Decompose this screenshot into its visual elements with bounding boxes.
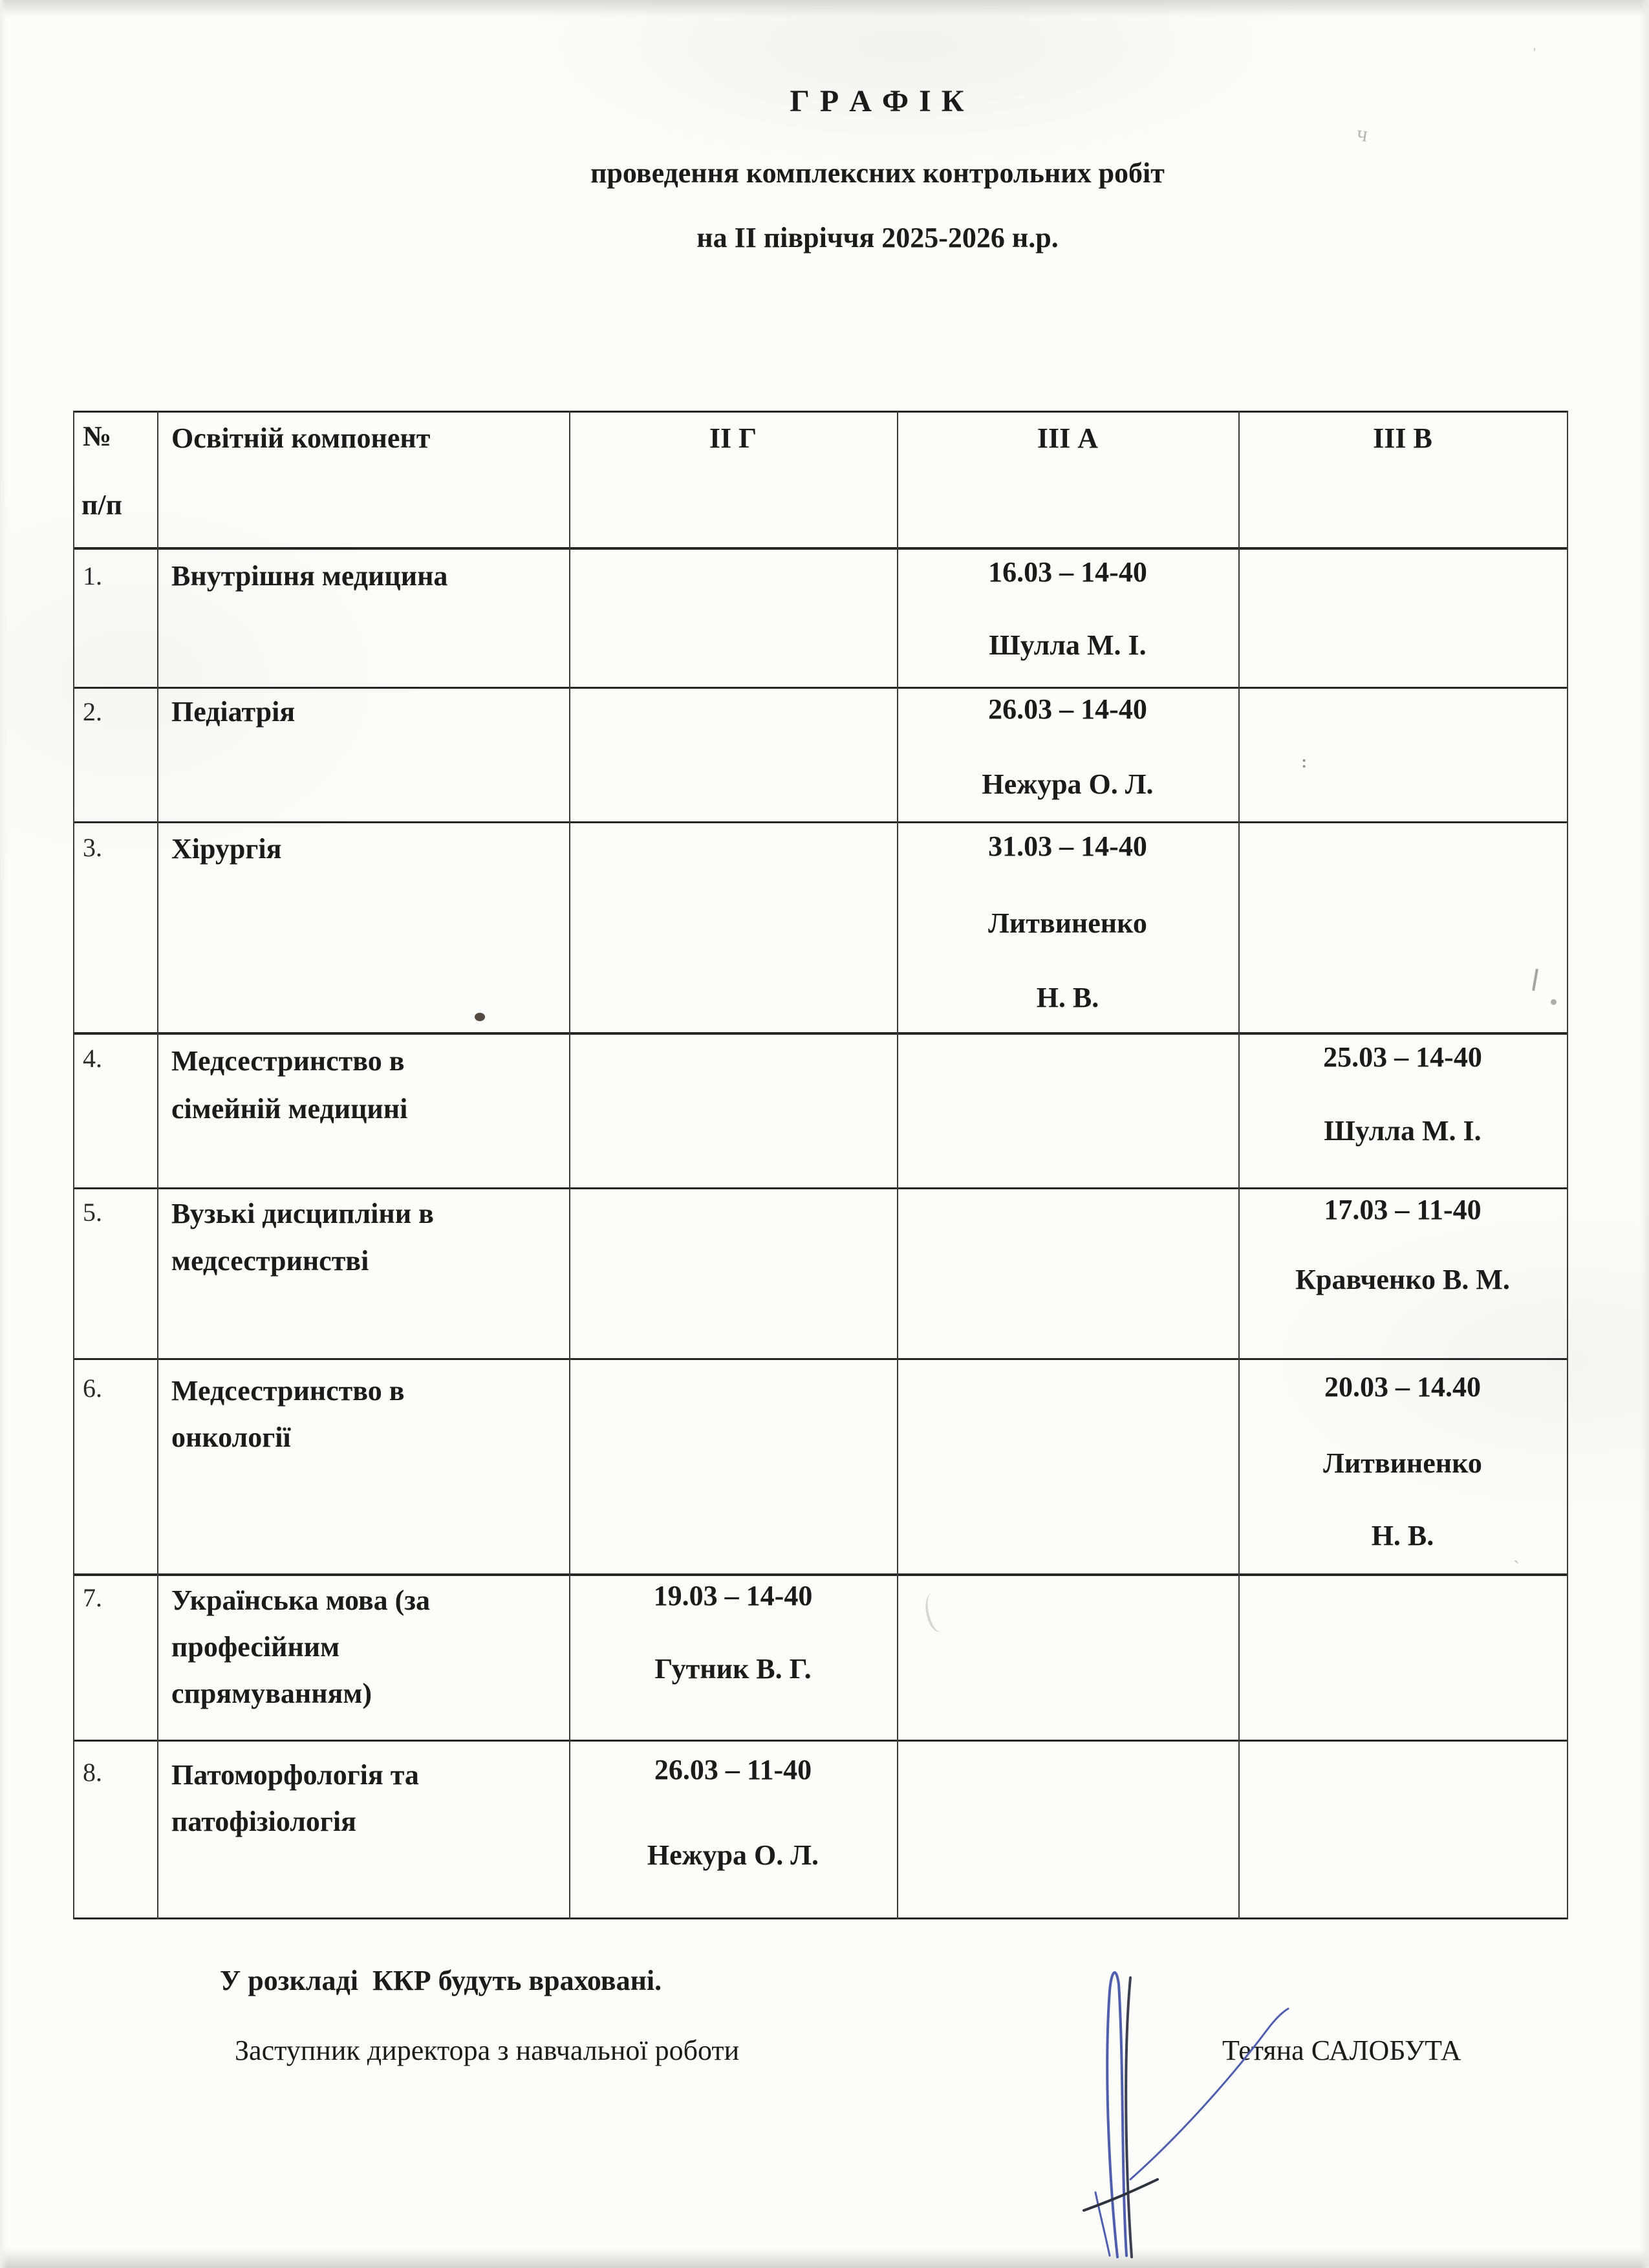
row-subject: Внутрішня медицина xyxy=(171,560,448,592)
row-subject: Медсестринство в xyxy=(171,1045,405,1077)
scan-speck xyxy=(1532,969,1538,991)
row-number: 6. xyxy=(83,1374,102,1403)
footer-position: Заступник директора з навчальної роботи xyxy=(235,2035,740,2066)
scan-speck xyxy=(475,1013,485,1021)
scan-speck: ꞉ xyxy=(1301,751,1308,775)
row-subject: Вузькі дисципліни в xyxy=(171,1198,434,1229)
table-border xyxy=(73,1917,1568,1919)
row-teacher: Нежура О. Л. xyxy=(647,1839,819,1871)
row-teacher: Литвиненко xyxy=(1323,1447,1482,1479)
row-number: 2. xyxy=(83,697,102,726)
scan-speck: ˏ xyxy=(1513,1542,1520,1564)
table-border xyxy=(157,411,158,1919)
table-border xyxy=(73,411,1568,413)
row-date: 17.03 – 11-40 xyxy=(1324,1194,1482,1226)
row-subject: спрямуванням) xyxy=(171,1678,372,1709)
row-date: 26.03 – 14-40 xyxy=(988,693,1147,725)
row-teacher: Шулла М. І. xyxy=(1324,1115,1482,1147)
row-number: 3. xyxy=(83,833,102,862)
row-subject: патофізіологія xyxy=(171,1806,356,1837)
row-subject: сімейній медицині xyxy=(171,1093,408,1125)
row-number: 8. xyxy=(83,1758,102,1787)
footer-note: У розкладі ККР будуть враховані. xyxy=(220,1965,662,1996)
row-teacher: Нежура О. Л. xyxy=(982,768,1154,800)
table-border xyxy=(73,411,74,1919)
row-number: 1. xyxy=(83,561,102,590)
row-date: 20.03 – 14.40 xyxy=(1324,1371,1481,1403)
header-group-iiia: III А xyxy=(1037,422,1099,454)
footer-signer-name: Тетяна САЛОБУТА xyxy=(1222,2035,1461,2066)
row-subject: Педіатрія xyxy=(171,696,296,728)
row-subject: Медсестринство в xyxy=(171,1375,405,1407)
table-border xyxy=(73,547,1568,550)
table-border xyxy=(73,1358,1568,1360)
row-teacher: Кравченко В. М. xyxy=(1295,1264,1510,1295)
header-num: № xyxy=(83,420,112,452)
document-period: на II півріччя 2025-2026 н.р. xyxy=(696,222,1059,254)
table-border xyxy=(1567,411,1568,1919)
scan-speck: ч xyxy=(1355,121,1370,147)
scan-edge-bottom xyxy=(0,2249,1649,2268)
document-title: Г Р А Ф І К xyxy=(790,84,965,118)
row-subject: медсестринстві xyxy=(171,1245,369,1277)
table-border xyxy=(73,1573,1568,1576)
table-border xyxy=(73,1187,1568,1189)
scan-edge-left xyxy=(0,0,6,2268)
table-border xyxy=(73,687,1568,689)
row-teacher: Н. В. xyxy=(1371,1520,1434,1551)
row-subject: Українська мова (за xyxy=(171,1584,430,1616)
scan-speck: ˈ xyxy=(1531,45,1538,66)
row-date: 25.03 – 14-40 xyxy=(1323,1041,1482,1073)
scan-edge-top xyxy=(0,0,1649,17)
row-date: 31.03 – 14-40 xyxy=(988,830,1147,862)
table-border xyxy=(73,1032,1568,1035)
scan-speck xyxy=(920,1590,953,1635)
row-number: 5. xyxy=(83,1198,102,1227)
row-teacher: Литвиненко xyxy=(988,907,1147,939)
table-border xyxy=(569,411,570,1919)
row-subject: онкології xyxy=(171,1421,291,1453)
row-number: 7. xyxy=(83,1583,102,1612)
row-date: 16.03 – 14-40 xyxy=(988,556,1147,588)
table-border xyxy=(73,821,1568,823)
row-subject: Хірургія xyxy=(171,833,282,865)
header-component: Освітній компонент xyxy=(171,422,431,454)
row-date: 19.03 – 14-40 xyxy=(653,1580,813,1612)
row-teacher: Гутник В. Г. xyxy=(654,1653,812,1685)
table-border xyxy=(73,1740,1568,1742)
header-group-iig: II Г xyxy=(709,422,757,454)
row-teacher: Шулла М. І. xyxy=(989,629,1147,661)
row-subject: Патоморфологія та xyxy=(171,1759,419,1791)
table-border xyxy=(1238,411,1240,1919)
document-subtitle: проведення комплексних контрольних робіт xyxy=(590,157,1165,189)
header-group-iiib: III В xyxy=(1373,422,1432,454)
header-num: п/п xyxy=(81,489,122,521)
row-date: 26.03 – 11-40 xyxy=(654,1754,812,1786)
row-number: 4. xyxy=(83,1044,102,1073)
scan-speck xyxy=(1551,999,1557,1005)
row-teacher: Н. В. xyxy=(1036,982,1099,1013)
scan-edge-right xyxy=(1640,0,1649,2268)
row-subject: професійним xyxy=(171,1631,340,1663)
signature xyxy=(957,1952,1371,2268)
